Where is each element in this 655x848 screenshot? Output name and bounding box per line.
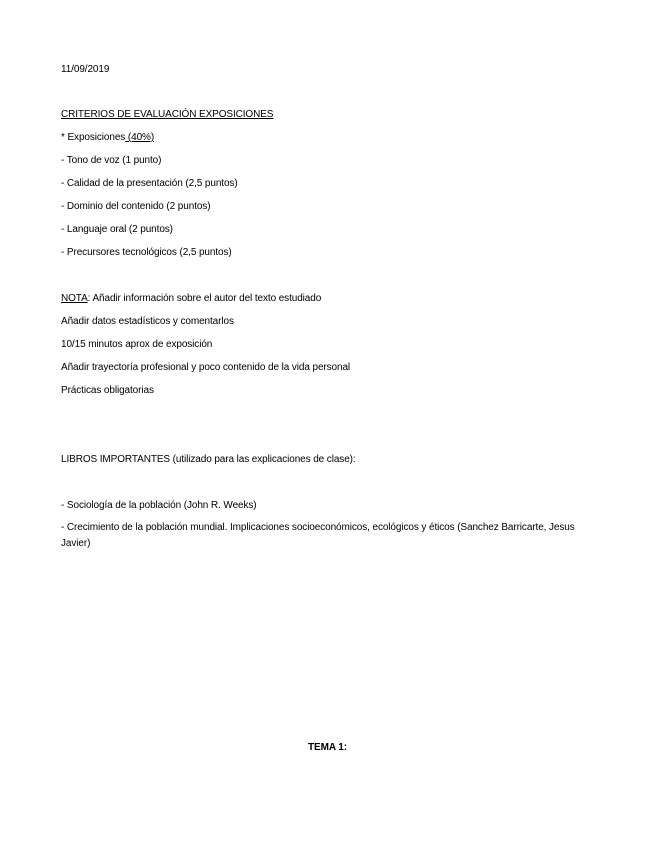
nota-line xyxy=(61,292,321,305)
book-item: - Crecimiento de la población mundial. Implicaciones socioeconómicos, ecológicos y éticos (Sanchez Barricarte, Jesus Javier) xyxy=(61,522,575,549)
note-item: Añadir trayectoría profesional y poco contenido de la vida personal xyxy=(61,362,351,373)
nota-text: : Añadir información sobre el autor del texto estudiado xyxy=(87,293,322,304)
note-item: Añadir datos estadísticos y comentarlos xyxy=(61,316,234,327)
section-title: TEMA 1: xyxy=(308,742,347,753)
note-item: Prácticas obligatorias xyxy=(61,385,154,396)
book-item: - Sociología de la población (John R. Weeks) xyxy=(61,500,257,511)
exposiciones-label: * Exposiciones xyxy=(61,132,126,143)
criteria-item: - Precursores tecnológicos (2,5 puntos) xyxy=(61,247,232,258)
nota-label: NOTA xyxy=(61,293,88,304)
exposiciones-line xyxy=(61,131,154,144)
criteria-item: - Tono de voz (1 punto) xyxy=(61,155,162,166)
criteria-item: - Dominio del contenido (2 puntos) xyxy=(61,201,211,212)
criteria-item: - Calidad de la presentación (2,5 puntos) xyxy=(61,178,238,189)
note-item: 10/15 minutos aprox de exposición xyxy=(61,339,213,350)
criteria-heading: CRITERIOS DE EVALUACIÓN EXPOSICIONES xyxy=(61,109,274,120)
books-heading: LIBROS IMPORTANTES (utilizado para las explicaciones de clase): xyxy=(61,454,356,465)
criteria-item: - Languaje oral (2 puntos) xyxy=(61,224,173,235)
exposiciones-weight: (40%) xyxy=(125,132,155,143)
document-date: 11/09/2019 xyxy=(61,64,110,75)
